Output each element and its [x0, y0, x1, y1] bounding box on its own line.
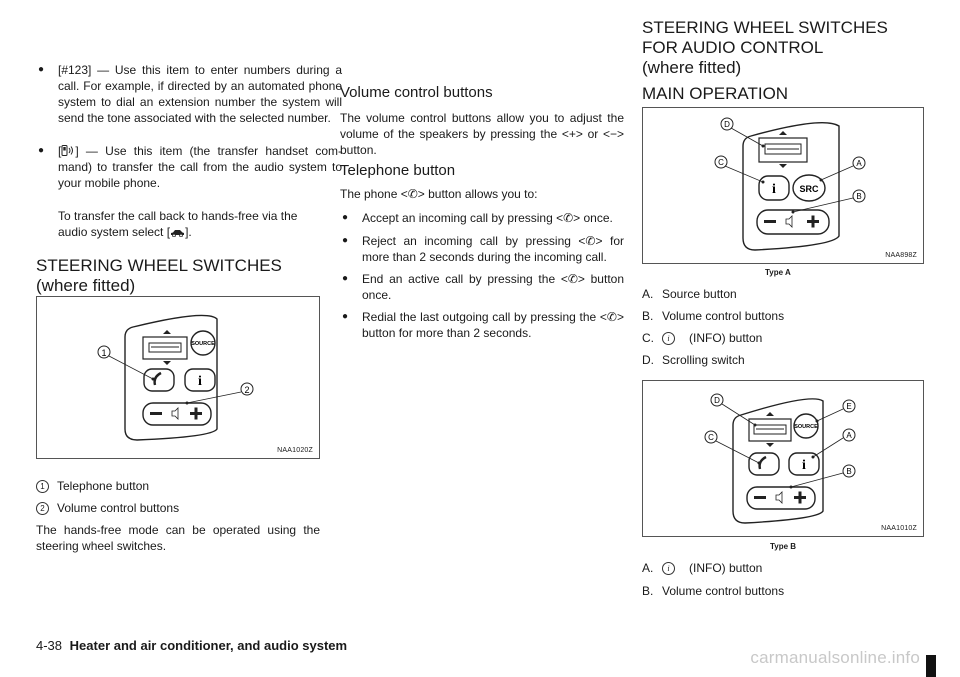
car-icon	[170, 228, 185, 237]
corner-marker	[926, 655, 936, 677]
fig1-callout-1: 1	[101, 348, 107, 358]
handset-icon	[61, 145, 75, 156]
heading-main-operation: MAIN OPERATION	[642, 84, 789, 103]
figA-callout-d: D	[724, 120, 730, 129]
listA-item-c: C. i (INFO) button	[642, 331, 763, 345]
type-a-switch-diagram	[643, 108, 923, 263]
listB-item-a: A. i (INFO) button	[642, 561, 763, 575]
page-number: 4-38	[36, 638, 63, 653]
chapter-title: Heater and air conditioner, and audio system	[69, 638, 348, 653]
fig1-callout-2: 2	[244, 385, 250, 395]
figB-source-label: SOURCE	[794, 424, 818, 430]
figure-steering-switches	[36, 296, 320, 459]
fig1-source-label: SOURCE	[191, 341, 215, 347]
info-icon: i	[662, 562, 675, 575]
figB-callout-a: A	[846, 431, 852, 440]
hands-free-paragraph: The hands-free mode can be operated using the steering wheel switches.	[36, 523, 320, 553]
bullet-end-call: ● End an active call by pressing the <✆> button once.	[340, 271, 624, 303]
info-icon: i	[662, 332, 675, 345]
figB-callout-e: E	[846, 402, 852, 411]
figureA-code: NAA898Z	[885, 252, 917, 259]
bullet-redial: ● Redial the last outgoing call by pressing the <✆> button for more than 2 seconds.	[340, 309, 624, 341]
type-b-switch-diagram	[643, 381, 923, 536]
telephone-intro: The phone <✆> button allows you to:	[340, 187, 538, 201]
listA-item-b: B. Volume control buttons	[642, 309, 785, 323]
bullet-dial-numbers: ● [#123] — Use this item to enter numbers during a call. For example, if directed by an automated phone system to dial an extension number the system will send the tone associated with the selected number.	[36, 62, 342, 126]
listA-item-d: D. Scrolling switch	[642, 353, 745, 367]
watermark: carmanualsonline.info	[750, 648, 920, 667]
bullet-accept-call: ● Accept an incoming call by pressing <✆> once.	[340, 210, 624, 226]
legend-item-2: 2 Volume control buttons	[36, 500, 179, 516]
figure-type-b	[642, 380, 924, 537]
volume-paragraph: The volume control buttons allow you to adjust the volume of the speakers by pressing the <+> or <−> button.	[340, 111, 624, 157]
bullet-reject-call: ● Reject an incoming call by pressing <✆> for more than 2 seconds during the incoming call.	[340, 233, 624, 265]
listA-item-a: A. Source button	[642, 287, 737, 301]
figB-callout-b: B	[846, 467, 852, 476]
transfer-back-paragraph: To transfer the call back to hands-free via the audio system select [ ].	[58, 209, 298, 239]
heading-telephone-button: Telephone button	[340, 162, 456, 179]
figure-type-a	[642, 107, 924, 264]
figure-code: NAA1020Z	[277, 447, 313, 454]
figA-callout-a: A	[856, 159, 862, 168]
steering-switch-diagram	[37, 297, 319, 458]
section-heading-audio-control: STEERING WHEEL SWITCHES FOR AUDIO CONTROL (where fitted)	[642, 18, 888, 77]
figA-callout-c: C	[718, 158, 724, 167]
figA-src-label: SRC	[799, 184, 819, 194]
figA-callout-b: B	[856, 192, 862, 201]
figureA-caption: Type A	[765, 268, 791, 277]
heading-volume-buttons: Volume control buttons	[340, 84, 493, 101]
figB-callout-c: C	[708, 433, 714, 442]
listB-item-b: B. Volume control buttons	[642, 584, 785, 598]
legend-item-1: 1 Telephone button	[36, 478, 149, 494]
svg-text:i: i	[772, 182, 776, 197]
figB-callout-d: D	[714, 396, 720, 405]
figureB-caption: Type B	[770, 542, 797, 551]
bullet-transfer-handset: ● [ ] — Use this item (the transfer handset com-mand) to transfer the call from the audio system to your mobile phone.	[36, 143, 342, 191]
svg-text:i: i	[198, 374, 202, 389]
svg-text:i: i	[802, 458, 806, 473]
figureB-code: NAA1010Z	[881, 525, 917, 532]
page-footer	[36, 638, 347, 653]
section-heading-steering-switches: STEERING WHEEL SWITCHES (where fitted)	[36, 256, 282, 295]
